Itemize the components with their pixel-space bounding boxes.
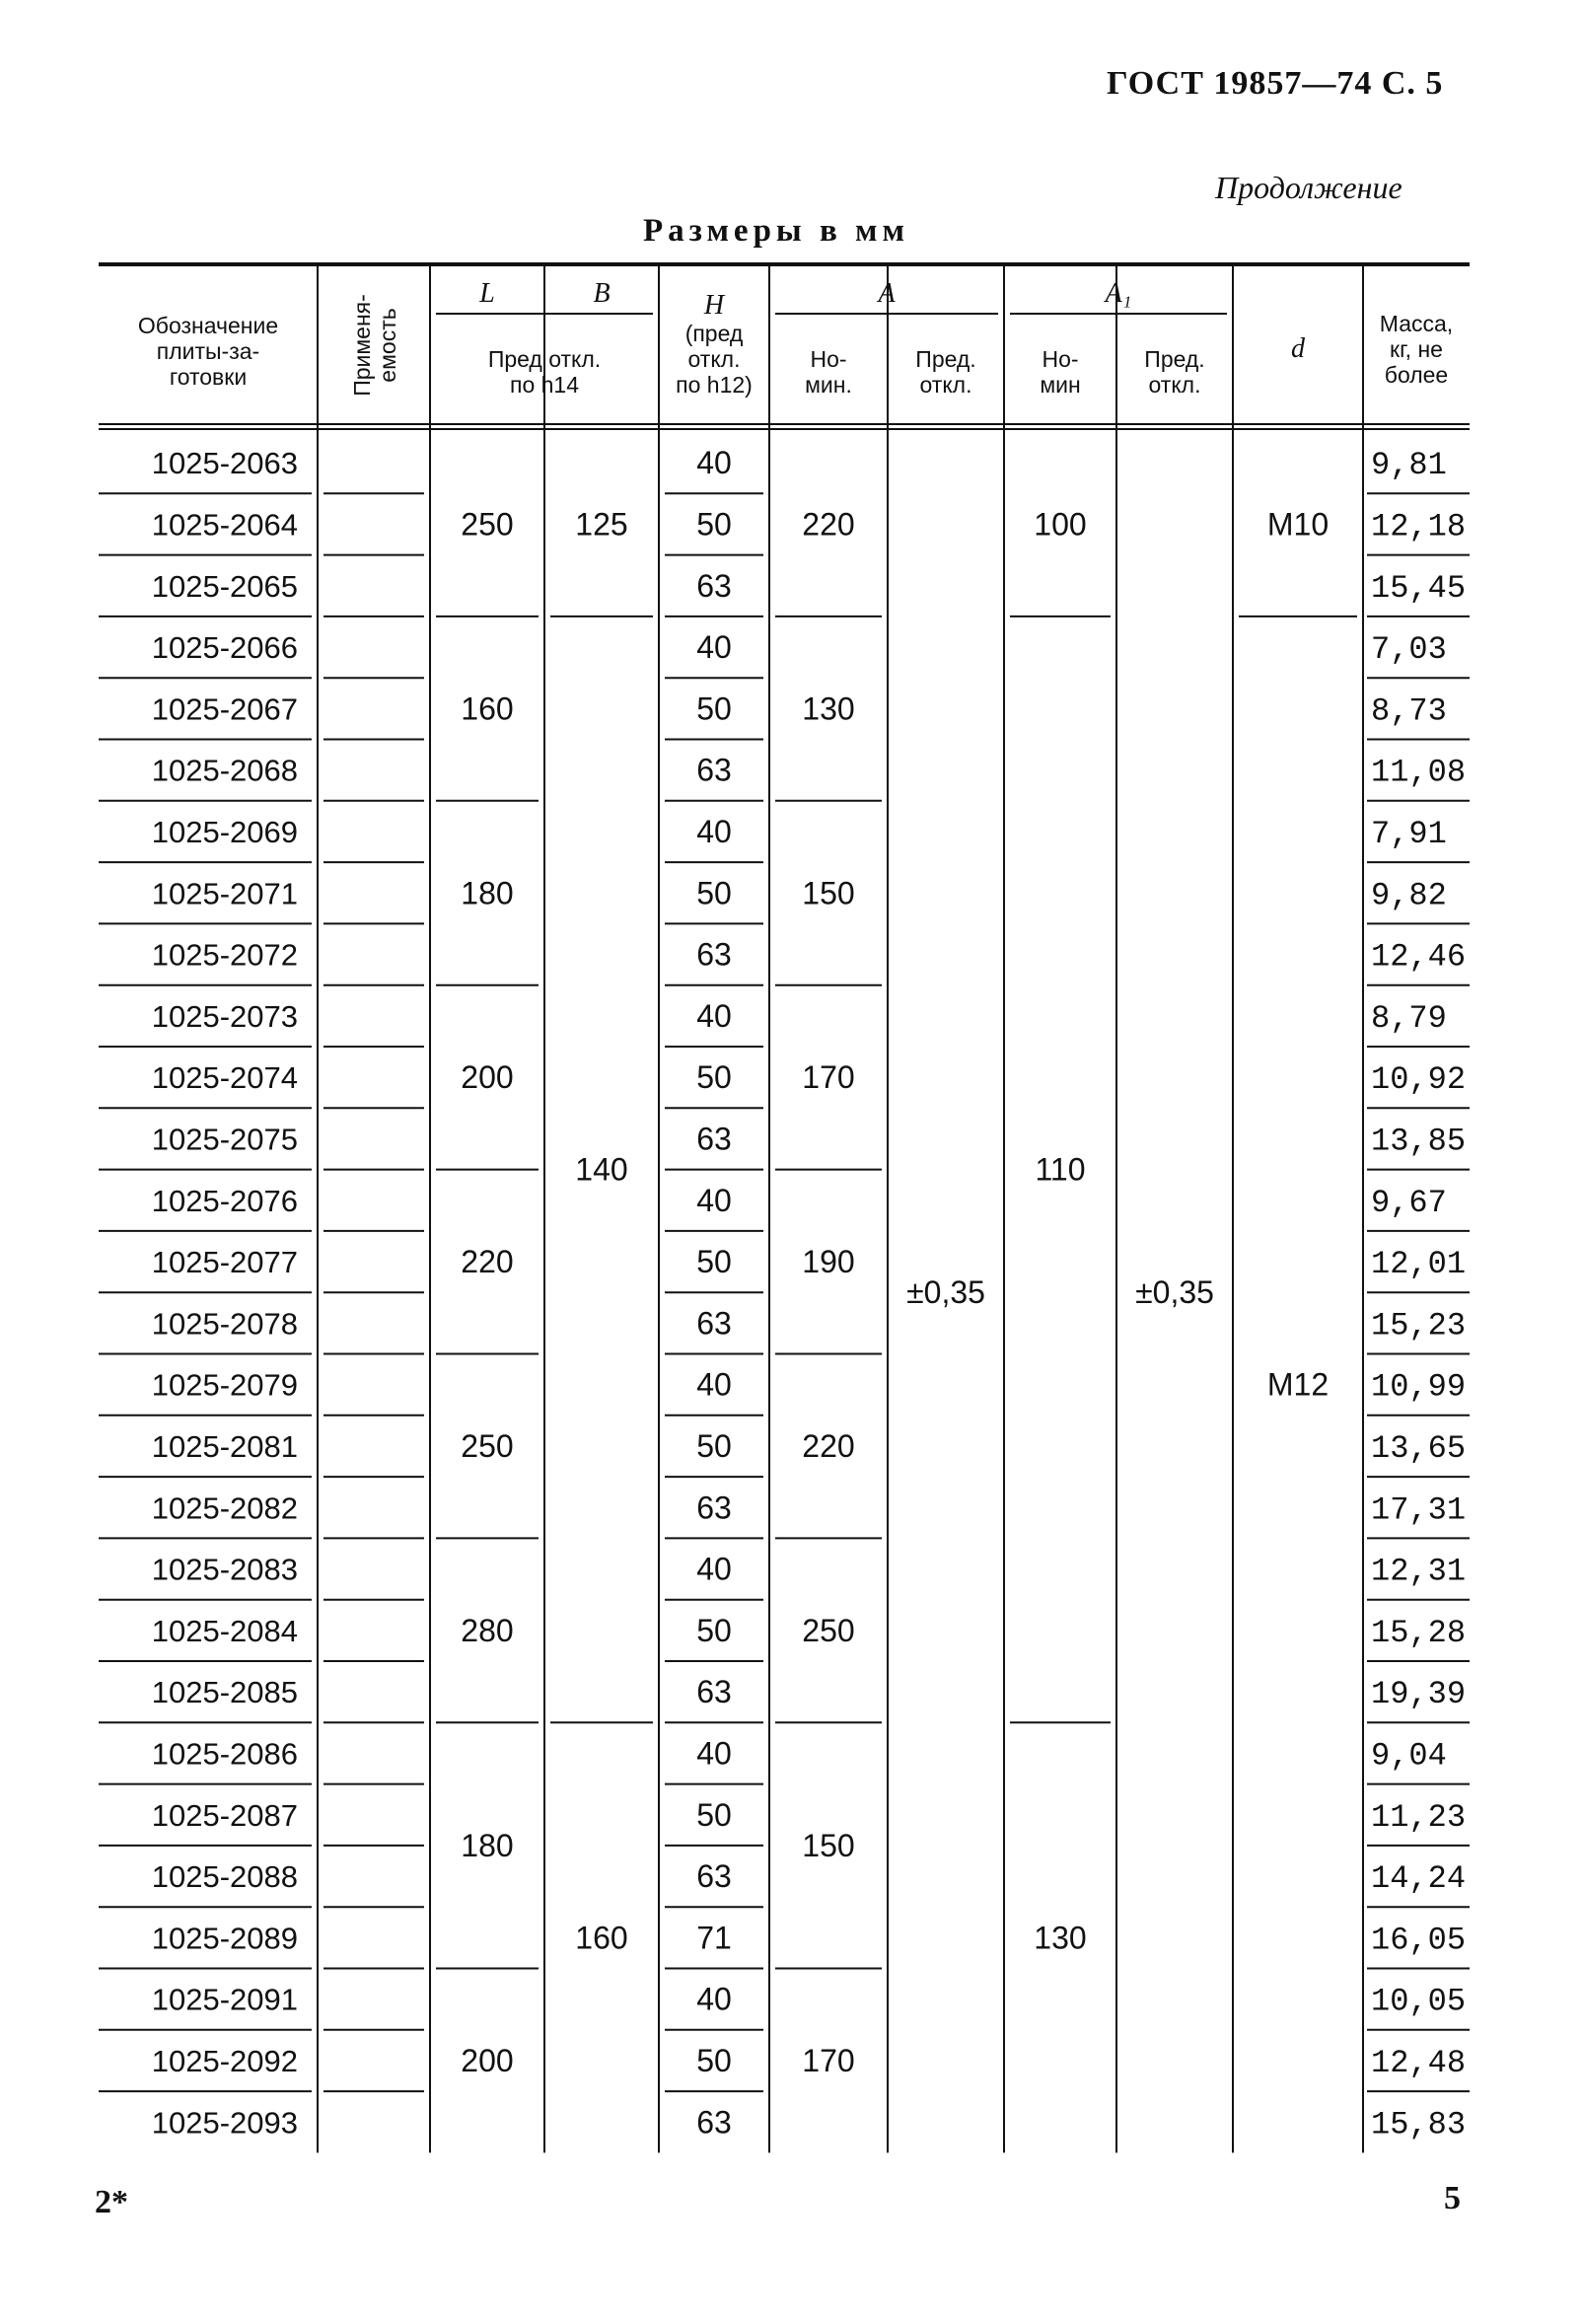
designation-cell: 1025-2091 bbox=[151, 1982, 298, 2017]
header-designation: Обозначение bbox=[137, 313, 279, 338]
mass-cell: 11,08 bbox=[1371, 754, 1467, 791]
height-cell: 50 bbox=[696, 2042, 732, 2078]
designation-cell: 1025-2085 bbox=[151, 1675, 298, 1710]
height-cell: 63 bbox=[696, 752, 732, 788]
designation-cell: 1025-2082 bbox=[151, 1490, 298, 1526]
A-tolerance-cell: ±0,35 bbox=[906, 1274, 985, 1311]
mass-cell: 12,18 bbox=[1371, 508, 1467, 545]
height-cell: 63 bbox=[696, 2104, 732, 2141]
height-cell: 40 bbox=[696, 813, 732, 849]
dimensions-caption: Размеры в мм bbox=[643, 213, 909, 249]
header-mass: кг, не bbox=[1390, 336, 1443, 362]
designation-cell: 1025-2089 bbox=[151, 1921, 298, 1956]
mass-cell: 9,81 bbox=[1371, 447, 1447, 484]
height-cell: 63 bbox=[696, 567, 732, 604]
header-LB-tolerance: по h14 bbox=[509, 372, 580, 398]
height-cell: 63 bbox=[696, 1305, 732, 1342]
width-cell: 125 bbox=[575, 506, 628, 543]
height-cell: 63 bbox=[696, 1489, 732, 1526]
designation-cell: 1025-2071 bbox=[151, 876, 298, 911]
designation-cell: 1025-2079 bbox=[151, 1367, 298, 1403]
A-nominal-cell: 190 bbox=[802, 1244, 855, 1280]
height-cell: 63 bbox=[696, 1674, 732, 1710]
A1-nominal-cell: 130 bbox=[1034, 1920, 1087, 1956]
A-nominal-cell: 150 bbox=[802, 875, 855, 911]
height-cell: 50 bbox=[696, 690, 732, 727]
designation-cell: 1025-2084 bbox=[151, 1613, 298, 1648]
height-cell: 50 bbox=[696, 1612, 732, 1648]
height-cell: 71 bbox=[696, 1920, 732, 1956]
A1-nominal-cell: 100 bbox=[1034, 506, 1087, 543]
designation-cell: 1025-2075 bbox=[151, 1122, 298, 1157]
height-cell: 40 bbox=[696, 1981, 732, 2017]
designation-cell: 1025-2081 bbox=[151, 1428, 298, 1464]
continuation-label: Продолжение bbox=[1215, 170, 1402, 205]
width-cell: 140 bbox=[575, 1151, 628, 1188]
length-cell: 250 bbox=[461, 1427, 514, 1464]
height-cell: 40 bbox=[696, 997, 732, 1034]
mass-cell: 13,85 bbox=[1371, 1123, 1467, 1160]
designation-cell: 1025-2087 bbox=[151, 1797, 298, 1833]
mass-cell: 10,05 bbox=[1371, 1983, 1467, 2020]
A-nominal-cell: 250 bbox=[802, 1612, 855, 1648]
length-cell: 280 bbox=[461, 1612, 514, 1648]
mass-cell: 10,92 bbox=[1371, 1061, 1467, 1099]
length-cell: 200 bbox=[461, 2042, 514, 2078]
designation-cell: 1025-2093 bbox=[151, 2105, 298, 2141]
mass-cell: 16,05 bbox=[1371, 1922, 1467, 1959]
A-nominal-cell: 150 bbox=[802, 1827, 855, 1863]
mass-cell: 10,99 bbox=[1371, 1368, 1467, 1406]
mass-cell: 8,79 bbox=[1371, 999, 1447, 1037]
height-cell: 63 bbox=[696, 1121, 732, 1157]
designation-cell: 1025-2065 bbox=[151, 568, 298, 604]
header-A1: A₁ bbox=[1105, 278, 1132, 309]
header-H-tolerance: по h12) bbox=[676, 372, 753, 398]
height-cell: 40 bbox=[696, 1735, 732, 1772]
A-nominal-cell: 220 bbox=[802, 506, 855, 543]
header-d: d bbox=[1291, 333, 1305, 364]
designation-cell: 1025-2086 bbox=[151, 1736, 298, 1772]
A-nominal-cell: 130 bbox=[802, 690, 855, 727]
sheet-mark: 2* bbox=[95, 2184, 128, 2220]
mass-cell: 15,23 bbox=[1371, 1307, 1467, 1344]
A1-tolerance-cell: ±0,35 bbox=[1135, 1274, 1214, 1311]
height-cell: 50 bbox=[696, 1059, 732, 1096]
header-A-nominal: Но- bbox=[810, 346, 847, 372]
header-A1-tolerance: Пред. bbox=[1144, 346, 1205, 372]
header-mass: более bbox=[1384, 362, 1449, 388]
length-cell: 250 bbox=[461, 506, 514, 543]
height-cell: 50 bbox=[696, 1244, 732, 1280]
designation-cell: 1025-2063 bbox=[151, 446, 298, 481]
designation-cell: 1025-2092 bbox=[151, 2043, 298, 2078]
A-nominal-cell: 220 bbox=[802, 1427, 855, 1464]
mass-cell: 12,46 bbox=[1371, 938, 1467, 976]
height-cell: 50 bbox=[696, 1796, 732, 1833]
designation-cell: 1025-2078 bbox=[151, 1306, 298, 1342]
length-cell: 200 bbox=[461, 1059, 514, 1096]
mass-cell: 19,39 bbox=[1371, 1676, 1467, 1713]
height-cell: 50 bbox=[696, 506, 732, 543]
header-applicability-line: емость bbox=[375, 308, 400, 383]
page-number: 5 bbox=[1444, 2180, 1461, 2216]
mass-cell: 15,28 bbox=[1371, 1614, 1467, 1651]
A-nominal-cell: 170 bbox=[802, 1059, 855, 1096]
height-cell: 50 bbox=[696, 875, 732, 911]
designation-cell: 1025-2067 bbox=[151, 691, 298, 727]
height-cell: 40 bbox=[696, 445, 732, 481]
A-nominal-cell: 170 bbox=[802, 2042, 855, 2078]
header-H-tolerance: (пред bbox=[684, 321, 744, 346]
length-cell: 160 bbox=[461, 690, 514, 727]
header-applicability bbox=[349, 294, 400, 397]
header-A1-tolerance: откл. bbox=[1148, 372, 1201, 398]
header-A-nominal: мин. bbox=[805, 372, 852, 398]
designation-cell: 1025-2066 bbox=[151, 630, 298, 666]
mass-cell: 9,04 bbox=[1371, 1737, 1447, 1775]
mass-cell: 12,48 bbox=[1371, 2044, 1467, 2081]
thread-cell: M12 bbox=[1266, 1366, 1330, 1403]
header-A1-nominal: мин bbox=[1040, 372, 1081, 398]
mass-cell: 12,01 bbox=[1371, 1246, 1467, 1283]
header-designation: готовки bbox=[169, 364, 248, 390]
thread-cell: M10 bbox=[1266, 506, 1330, 543]
height-cell: 40 bbox=[696, 1551, 732, 1587]
mass-cell: 9,82 bbox=[1371, 877, 1447, 914]
mass-cell: 15,45 bbox=[1371, 569, 1467, 607]
mass-cell: 17,31 bbox=[1371, 1491, 1467, 1529]
header-A-tolerance: Пред. bbox=[915, 346, 976, 372]
mass-cell: 15,83 bbox=[1371, 2106, 1467, 2143]
mass-cell: 7,03 bbox=[1371, 631, 1447, 669]
length-cell: 220 bbox=[461, 1244, 514, 1280]
width-cell: 160 bbox=[575, 1920, 628, 1956]
header-B: B bbox=[593, 278, 611, 309]
height-cell: 63 bbox=[696, 1858, 732, 1895]
height-cell: 40 bbox=[696, 629, 732, 666]
header-mass: Масса, bbox=[1379, 311, 1454, 336]
mass-cell: 13,65 bbox=[1371, 1429, 1467, 1467]
header-applicability-line: Применя- bbox=[349, 294, 375, 397]
header-LB-tolerance: Пред откл. bbox=[487, 346, 602, 372]
designation-cell: 1025-2083 bbox=[151, 1552, 298, 1587]
height-cell: 40 bbox=[696, 1366, 732, 1403]
length-cell: 180 bbox=[461, 1827, 514, 1863]
length-cell: 180 bbox=[461, 875, 514, 911]
standard-reference: ГОСТ 19857—74 С. 5 bbox=[1107, 65, 1444, 102]
designation-cell: 1025-2068 bbox=[151, 753, 298, 788]
A1-nominal-cell: 110 bbox=[1035, 1151, 1086, 1188]
mass-cell: 14,24 bbox=[1371, 1860, 1467, 1898]
designation-cell: 1025-2072 bbox=[151, 937, 298, 973]
designation-cell: 1025-2074 bbox=[151, 1060, 298, 1096]
height-cell: 40 bbox=[696, 1182, 732, 1218]
header-A1-nominal: Но- bbox=[1042, 346, 1079, 372]
height-cell: 63 bbox=[696, 936, 732, 973]
designation-cell: 1025-2088 bbox=[151, 1859, 298, 1895]
designation-cell: 1025-2069 bbox=[151, 814, 298, 849]
header-A: A bbox=[878, 278, 896, 309]
mass-cell: 9,67 bbox=[1371, 1184, 1447, 1221]
header-H-tolerance: откл. bbox=[687, 346, 741, 372]
header-L: L bbox=[479, 278, 495, 309]
header-designation: плиты-за- bbox=[156, 338, 260, 364]
designation-cell: 1025-2076 bbox=[151, 1183, 298, 1218]
designation-cell: 1025-2077 bbox=[151, 1245, 298, 1280]
mass-cell: 12,31 bbox=[1371, 1553, 1467, 1590]
height-cell: 50 bbox=[696, 1427, 732, 1464]
header-H: H bbox=[703, 290, 725, 321]
mass-cell: 7,91 bbox=[1371, 815, 1447, 852]
mass-cell: 11,23 bbox=[1371, 1798, 1467, 1836]
mass-cell: 8,73 bbox=[1371, 692, 1447, 730]
designation-cell: 1025-2064 bbox=[151, 507, 298, 543]
designation-cell: 1025-2073 bbox=[151, 998, 298, 1034]
header-A-tolerance: откл. bbox=[919, 372, 972, 398]
